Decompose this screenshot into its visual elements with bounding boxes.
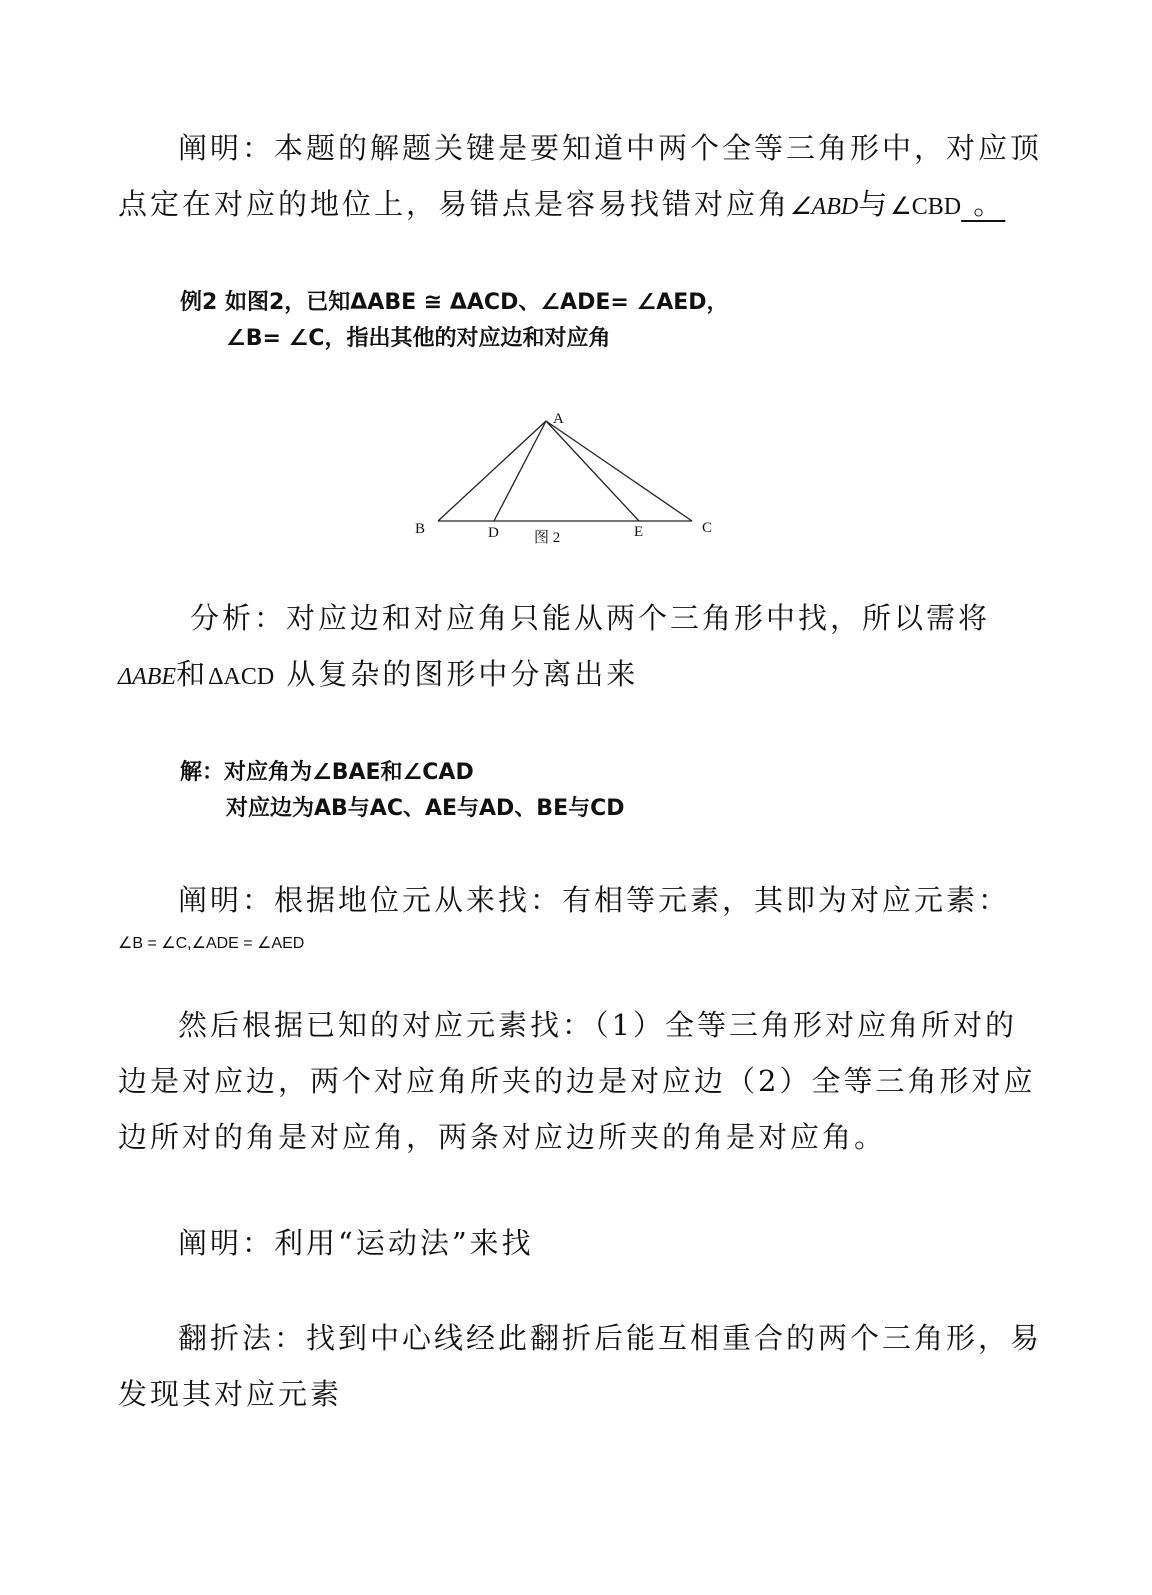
example-2-line-1: 例2 如图2，已知ΔABE ≅ ΔACD、∠ADE= ∠AED，: [180, 290, 729, 315]
explanation-paragraph-2: 阐明：根据地位元从来找：有相等元素，其即为对应元素：: [178, 883, 1011, 917]
segment-ac: [546, 421, 692, 521]
analysis-text: 分析：对应边和对应角只能从两个三角形中找，所以需将: [190, 601, 991, 635]
conjunction-text: 与: [858, 187, 891, 221]
segment-ae: [546, 421, 639, 521]
analysis-conjunction: 和: [176, 657, 209, 691]
solution-line-2: 对应边为AB与AC、AE与AD、BE与CD: [226, 796, 625, 821]
example-2-line-2: ∠B= ∠C，指出其他的对应边和对应角: [226, 326, 611, 351]
triangle-acd: ΔACD: [208, 664, 275, 690]
vertex-label-c: C: [702, 520, 713, 536]
analysis-paragraph: [118, 590, 1048, 705]
sentence-end: 。: [961, 187, 1006, 221]
vertex-label-e: E: [634, 524, 644, 540]
explanation-paragraph-3: 阐明：利用“运动法”来找: [178, 1226, 534, 1260]
angle-abd: ∠ABD: [790, 194, 859, 220]
angle-cbd: ∠CBD: [890, 194, 962, 220]
rules-paragraph: 然后根据已知的对应元素找：（1）全等三角形对应角所对的边是对应边，两个对应角所夹的边是对应边（2）全等三角形对应边所对的角是对应角，两条对应边所夹的角是对应角。: [118, 1008, 1036, 1154]
solution-block: [180, 755, 820, 827]
angle-equation: ∠B = ∠C,∠ADE = ∠AED: [118, 935, 305, 952]
vertex-label-b: B: [415, 521, 426, 537]
triangle-figure: [400, 400, 740, 560]
explanation-paragraph-1: [118, 120, 1048, 235]
example-2-block: [180, 285, 820, 357]
figure-caption: 图 2: [534, 530, 561, 546]
analysis-tail: 从复杂的图形中分离出来: [274, 657, 639, 691]
fold-method-paragraph: 翻折法：找到中心线经此翻折后能互相重合的两个三角形，易发现其对应元素: [118, 1321, 1043, 1411]
segment-ad: [494, 421, 546, 521]
triangle-abe: ΔABE: [118, 664, 177, 690]
vertex-label-d: D: [488, 525, 499, 541]
segment-ab: [438, 421, 546, 521]
explanation-text: 阐明：本题的解题关键是要知道中两个全等三角形中，对应顶点定在对应的地位上，易错点是容易找错对应角: [118, 131, 1043, 221]
solution-line-1: 解：对应角为∠BAE和∠CAD: [180, 760, 474, 785]
vertex-label-a: A: [553, 411, 564, 427]
